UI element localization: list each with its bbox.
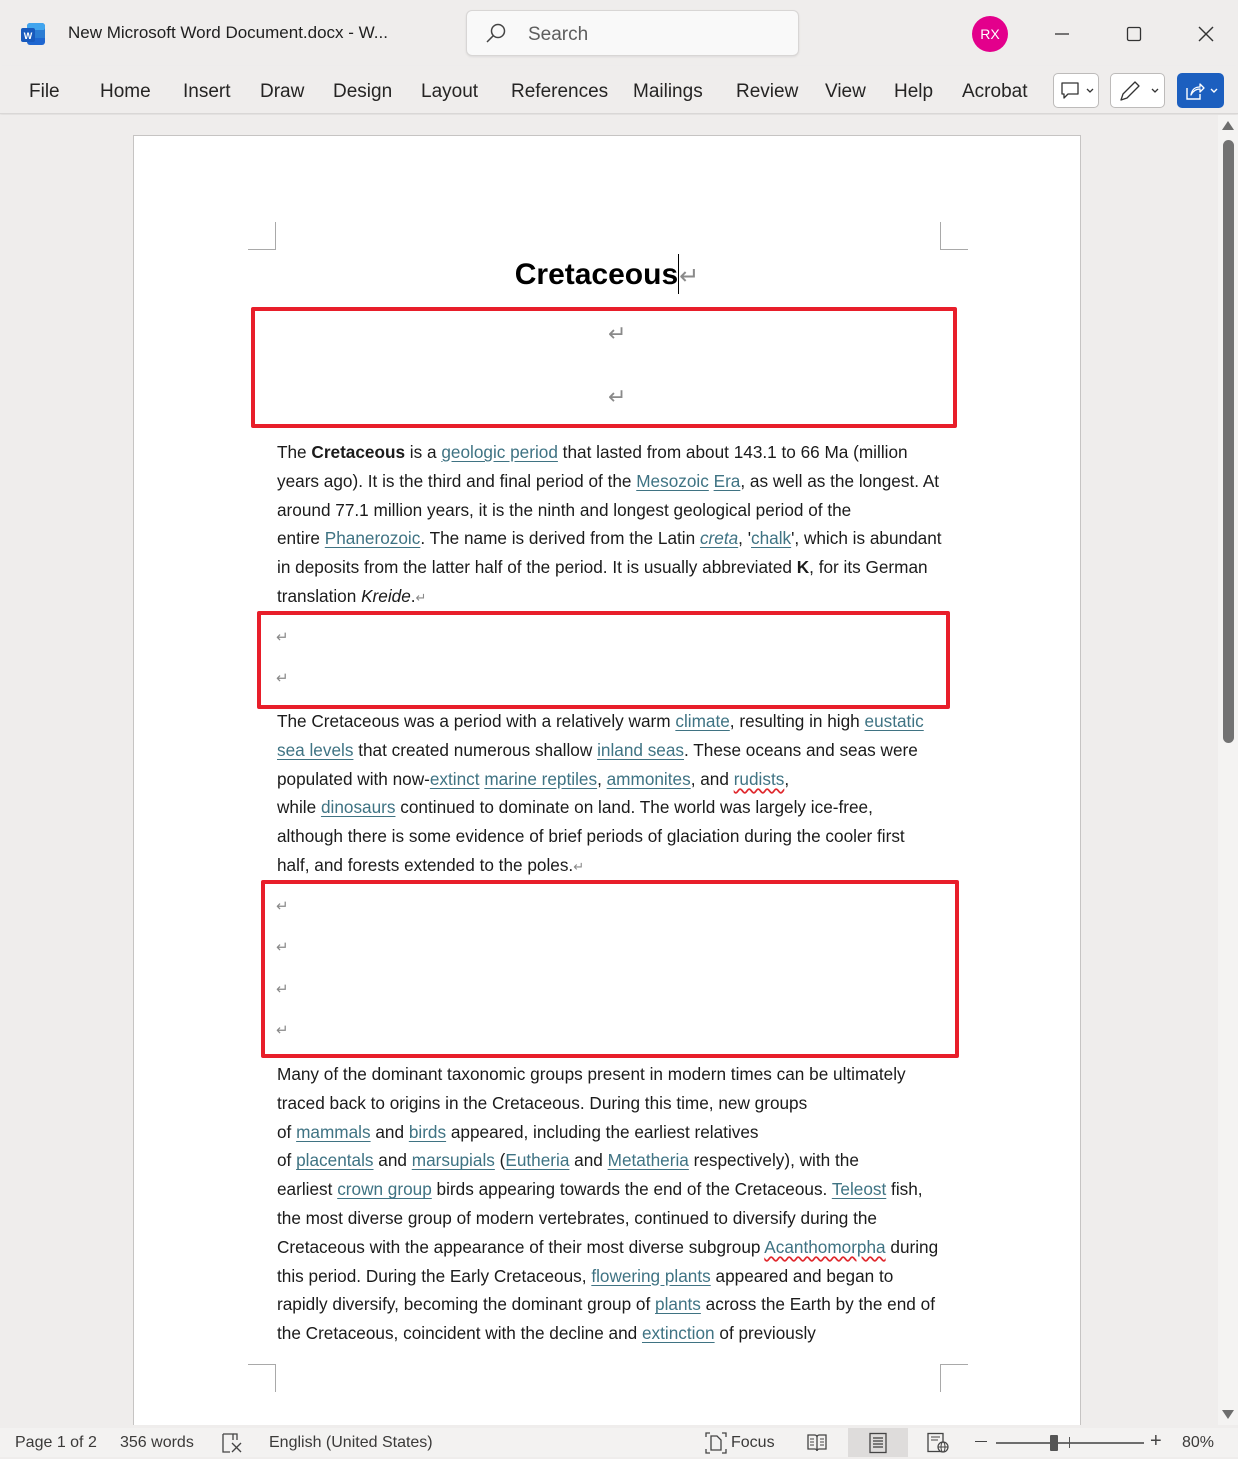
minimize-icon [1054, 26, 1070, 42]
link-teleost[interactable]: Teleost [831, 1179, 887, 1200]
link-crown-group[interactable]: crown group [337, 1179, 432, 1200]
paragraph-climate[interactable]: The Cretaceous was a period with a relatively warm climate, resulting in high eustatic sea levels that created numerous shallow inland seas. These oceans and seas were populated with now-extinct marine reptiles, ammonites, and rudists, while dinosaurs continued to dominate on land. The world was largely ice-free, although there is some evidence of brief periods of glaciation during the cooler first half, and forests extended to the poles.↵ [277, 711, 924, 875]
read-mode-icon[interactable] [806, 1432, 828, 1459]
highlight-box-empty-lines-2 [257, 611, 950, 709]
crop-mark-bottom-left [248, 1364, 276, 1392]
tab-review[interactable]: Review [736, 81, 799, 102]
link-dinosaurs[interactable]: dinosaurs [320, 797, 396, 818]
link-marsupials[interactable]: marsupials [411, 1150, 495, 1171]
editing-button[interactable] [1110, 73, 1165, 108]
share-button[interactable] [1177, 73, 1224, 108]
word-count[interactable]: 356 words [120, 1434, 194, 1451]
link-birds[interactable]: birds [408, 1121, 447, 1142]
paragraph-mark: ↵ [276, 898, 289, 915]
link-eustatic[interactable]: eustatic [864, 711, 924, 731]
ribbon-tabs [0, 66, 1238, 114]
search-icon [485, 22, 507, 44]
zoom-level[interactable]: 80% [1182, 1434, 1215, 1451]
zoom-in-button[interactable]: + [1150, 1430, 1162, 1452]
pencil-icon [1117, 79, 1163, 103]
link-climate[interactable]: climate [675, 711, 730, 731]
link-plants[interactable]: plants [655, 1294, 701, 1315]
zoom-slider-center-tick [1069, 1437, 1070, 1448]
focus-button[interactable]: Focus [731, 1434, 775, 1451]
focus-icon[interactable] [705, 1432, 727, 1459]
tab-draw[interactable]: Draw [260, 81, 305, 102]
link-phanerozoic[interactable]: Phanerozoic [324, 528, 421, 549]
tab-help[interactable]: Help [894, 81, 934, 102]
paragraph-mark: ↵ [679, 263, 700, 290]
paragraph-taxonomy[interactable]: Many of the dominant taxonomic groups present in modern times can be ultimately traced back to origins in the Cretaceous. During this time, new groups of mammals and birds appeared, including the earliest relatives of placentals and marsupials (Eutheria and Metatheria respectively), with the earliest crown group birds appearing towards the end of the Cretaceous. Teleost fish, the most diverse group of modern vertebrates, continued to diversify during the Cretaceous with the appearance of their most diverse subgroup Acanthomorpha during this period. During the Early Cretaceous, flowering plants appeared and began to rapidly diversify, becoming the dominant group of plants across the Earth by the end of the Cretaceous, coincident with the decline and extinction of previously [277, 1064, 939, 1344]
tab-insert[interactable]: Insert [183, 81, 231, 102]
word-icon [20, 22, 46, 46]
search-placeholder: Search [528, 24, 589, 45]
zoom-out-button[interactable] [975, 1441, 987, 1442]
minimize-button[interactable] [1042, 16, 1082, 52]
close-button[interactable] [1186, 16, 1226, 52]
scroll-thumb[interactable] [1223, 140, 1234, 743]
heading-text: Cretaceous [514, 258, 679, 291]
highlight-box-empty-lines-3 [261, 880, 959, 1058]
document-heading[interactable] [134, 254, 1080, 294]
tab-acrobat[interactable]: Acrobat [962, 81, 1028, 102]
scroll-up-arrow-icon[interactable] [1222, 121, 1234, 130]
link-flowering-plants[interactable]: flowering plants [591, 1265, 711, 1286]
link-creta[interactable]: creta [699, 528, 739, 549]
paragraph-mark: ↵ [276, 1022, 289, 1039]
link-rudists[interactable]: rudists [733, 768, 785, 789]
tab-view[interactable]: View [825, 81, 866, 102]
tab-file[interactable]: File [29, 81, 60, 102]
link-geologic-period[interactable]: geologic period [441, 442, 558, 462]
status-bar [0, 1428, 1238, 1457]
share-icon [1184, 80, 1222, 102]
paragraph-mark: ↵ [276, 981, 289, 998]
zoom-slider-track[interactable] [996, 1442, 1144, 1444]
zoom-slider-thumb[interactable] [1050, 1435, 1058, 1451]
comment-icon [1060, 81, 1098, 101]
crop-mark-top-right [940, 222, 968, 250]
link-extinct[interactable]: extinct [429, 768, 480, 789]
link-inland-seas[interactable]: inland seas [597, 739, 685, 760]
paragraph-mark: ↵ [608, 321, 627, 346]
tab-home[interactable]: Home [100, 81, 151, 102]
document-page[interactable] [133, 135, 1081, 1425]
link-eutheria[interactable]: Eutheria [505, 1150, 570, 1171]
tab-mailings[interactable]: Mailings [633, 81, 703, 102]
paragraph-mark: ↵ [573, 858, 585, 874]
paragraph-mark: ↵ [276, 670, 289, 687]
comments-button[interactable] [1053, 73, 1099, 108]
paragraph-mark: ↵ [276, 939, 289, 956]
link-chalk[interactable]: chalk [751, 528, 792, 549]
paragraph-mark: ↵ [608, 384, 627, 409]
crop-mark-bottom-right [940, 1364, 968, 1392]
paragraph-mark: ↵ [276, 629, 289, 646]
scroll-down-arrow-icon[interactable] [1222, 1410, 1234, 1419]
highlight-box-empty-lines-1 [251, 307, 957, 428]
paragraph-intro[interactable]: The Cretaceous is a geologic period that lasted from about 143.1 to 66 Ma (million years ago). It is the third and final period of the Mesozoic Era, as well as the longest. At around 77.1 million years, it is the ninth and longest geological period of the entire Phanerozoic. The name is derived from the Latin creta, 'chalk', which is abundant in deposits from the latter half of the period. It is usually abbreviated K, for its German translation Kreide.↵ [277, 442, 942, 606]
link-era[interactable]: Era [713, 470, 741, 491]
document-canvas [0, 115, 1218, 1425]
user-avatar[interactable]: RX [972, 16, 1008, 52]
link-placentals[interactable]: placentals [296, 1150, 374, 1171]
search-box[interactable] [466, 10, 799, 56]
link-mesozoic[interactable]: Mesozoic [636, 470, 709, 491]
document-title: New Microsoft Word Document.docx - W... [68, 23, 388, 42]
language-indicator[interactable]: English (United States) [269, 1434, 433, 1451]
maximize-button[interactable] [1114, 16, 1154, 52]
print-layout-icon[interactable] [867, 1432, 889, 1459]
link-mammals[interactable]: mammals [296, 1121, 371, 1142]
link-acanthomorpha[interactable]: Acanthomorpha [764, 1236, 886, 1257]
web-layout-icon[interactable] [926, 1432, 950, 1459]
maximize-icon [1126, 26, 1142, 42]
link-extinction[interactable]: extinction [641, 1323, 715, 1344]
paragraph-mark: ↵ [415, 589, 427, 605]
svg-text:W: W [23, 31, 33, 41]
close-icon [1197, 25, 1215, 43]
link-sea-levels[interactable]: sea levels [277, 739, 354, 760]
vertical-scrollbar[interactable] [1218, 115, 1238, 1425]
crop-mark-top-left [248, 222, 276, 250]
link-metatheria[interactable]: Metatheria [607, 1150, 689, 1171]
tab-layout[interactable]: Layout [421, 81, 479, 102]
tab-references[interactable]: References [511, 81, 609, 102]
link-marine-reptiles[interactable]: marine reptiles [484, 768, 598, 789]
title-bar [0, 0, 1238, 66]
link-ammonites[interactable]: ammonites [606, 768, 691, 789]
proofing-icon[interactable] [221, 1432, 245, 1459]
tab-design[interactable]: Design [333, 81, 393, 102]
page-count[interactable]: Page 1 of 2 [15, 1434, 97, 1451]
